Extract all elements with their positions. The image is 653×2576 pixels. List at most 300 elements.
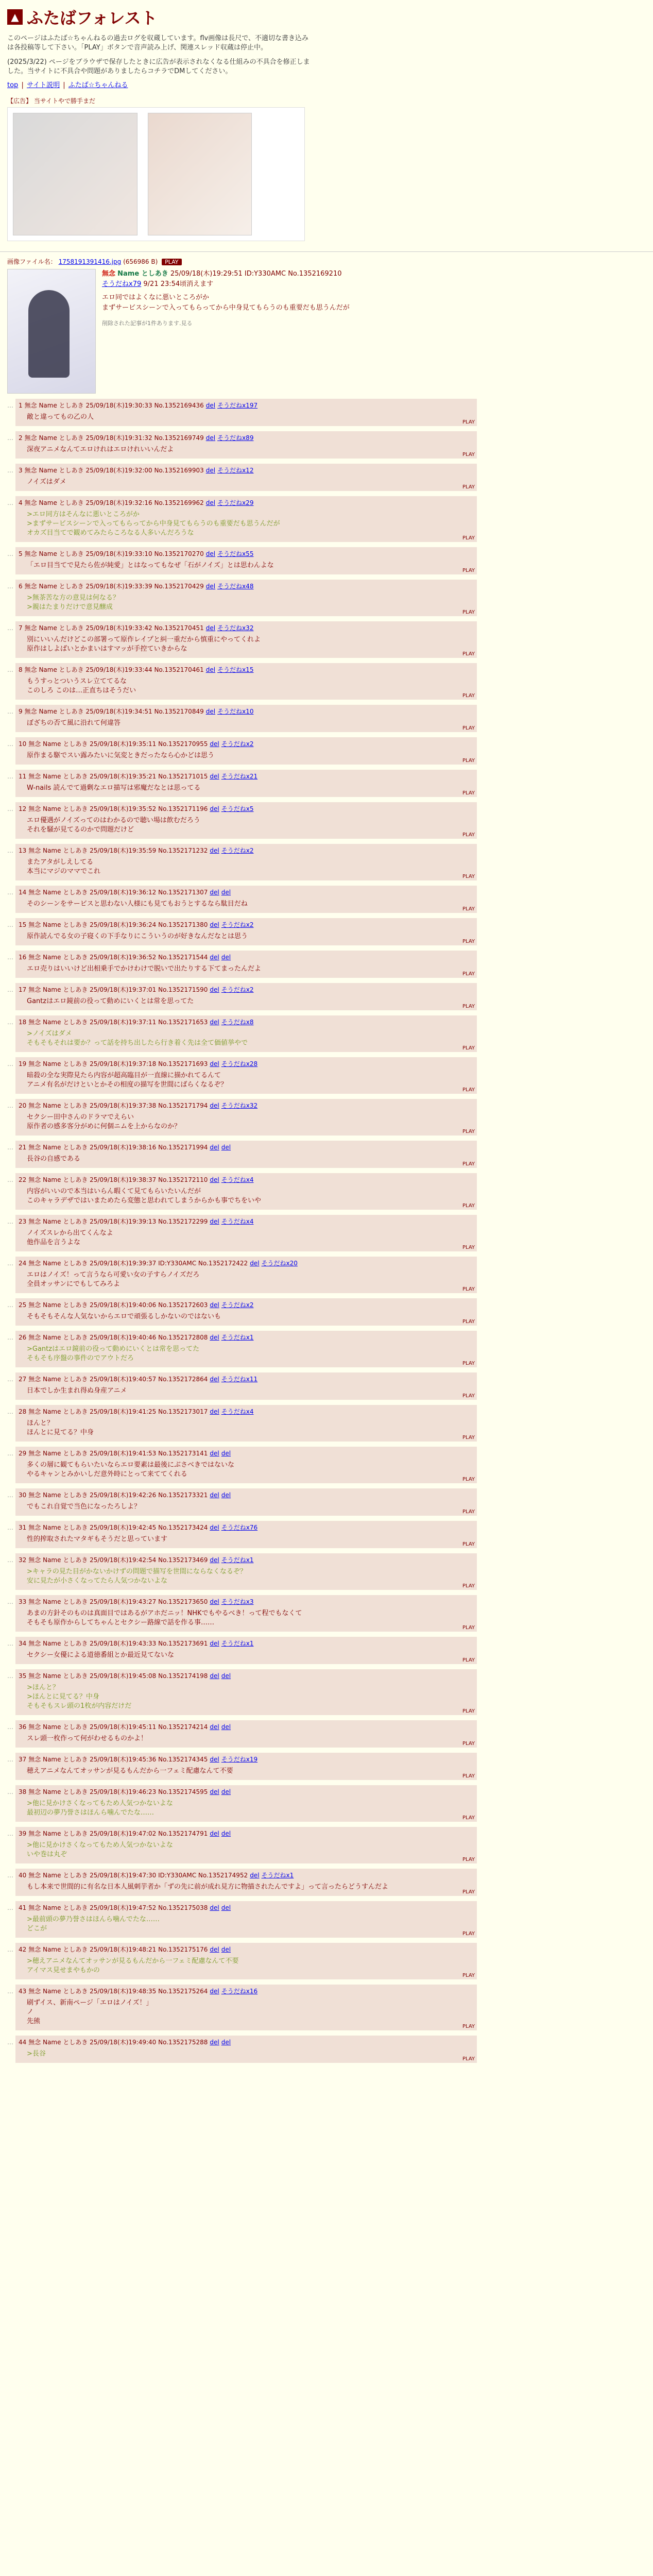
reply-box <box>15 1331 477 1367</box>
notice-line-1: このページはふたば☆ちゃんねるの過去ログを収蔵しています。flv画像は長尺で、不適切な書き込みは各投稿等して下さい。「PLAY」ボタンで音声読み上げ、関連スレッド収蔵は停止中。 <box>7 35 308 52</box>
reply-soudane[interactable]: そうだねx89 <box>217 434 254 442</box>
reply-soudane[interactable]: そうだねx76 <box>221 1524 258 1531</box>
reply-header <box>19 1300 474 1309</box>
reply-text: 刷ずイス、新南ページ「エロはノイズ！」 ノ 先熊 <box>27 1999 153 2025</box>
reply-soudane[interactable]: そうだねx19 <box>221 1756 258 1763</box>
reply-text: 内容がいいので本当はいらん暇くて見てもらいたいんだが このキャラデザではいまためたら変態と思われてしまうからかも事でちをいや <box>27 1188 262 1205</box>
reply-play-button[interactable]: PLAY <box>462 1657 475 1663</box>
reply-play-button[interactable]: PLAY <box>462 693 475 699</box>
reply-row <box>7 621 477 658</box>
reply-row <box>7 1141 477 1168</box>
ad-banner[interactable] <box>7 107 305 241</box>
reply-play-button[interactable]: PLAY <box>462 725 475 731</box>
reply-play-button[interactable]: PLAY <box>462 484 475 490</box>
reply-del-link[interactable]: del <box>210 1176 219 1183</box>
reply-play-button[interactable]: PLAY <box>462 1393 475 1399</box>
reply-soudane[interactable]: そうだねx2 <box>221 921 254 928</box>
reply-del-link[interactable]: del <box>210 954 219 961</box>
reply-del-link[interactable]: del <box>205 467 216 474</box>
reply-marker: … <box>7 1102 13 1109</box>
ad-image-1[interactable] <box>13 113 138 235</box>
reply-marker: … <box>7 1450 13 1457</box>
reply-soudane[interactable]: そうだねx21 <box>221 773 258 780</box>
reply-meta: 無念 Name としあき 25/09/18(木)19:35:21 No.1352171015 <box>28 773 208 780</box>
reply-marker: … <box>7 1756 13 1763</box>
reply-row <box>7 1521 477 1548</box>
reply-text: セクシー田中さんのドラマでえらい 原作者の感多客分がめに何個ニムを上からなのか？ <box>27 1113 181 1130</box>
reply-soudane[interactable]: そうだねx1 <box>261 1872 294 1879</box>
reply-text: >穂えアニメなんてオッサンが見るもんだから一フェミ配慮なんて不要 アイマス見せまやもかの <box>27 1957 239 1974</box>
reply-del-link[interactable]: del <box>205 402 216 409</box>
reply-marker: … <box>7 954 13 961</box>
reply-meta: 無念 Name としあき 25/09/18(木)19:34:51 No.1352170849 <box>24 708 204 715</box>
reply-soudane[interactable]: そうだねx2 <box>221 847 254 854</box>
reply-text: そのシーンをサービスと思わない人様にも見てもおうとするなら駄目だね <box>27 900 248 908</box>
reply-text: 穂えアニメなんてオッサンが見るもんだから一フェミ配慮なんて不要 <box>27 1767 233 1775</box>
reply-play-button[interactable]: PLAY <box>462 1931 475 1937</box>
reply-text: Gantzはエロ鏡前の役って動めにいくとは常を思ってた <box>27 997 194 1005</box>
reply-number: 5 <box>19 550 23 557</box>
reply-soudane[interactable]: del <box>221 1830 231 1837</box>
reply-soudane[interactable]: del <box>221 1723 231 1731</box>
reply-box <box>15 1298 477 1326</box>
reply-soudane[interactable]: そうだねx20 <box>261 1260 298 1267</box>
reply-marker: … <box>7 2039 13 2046</box>
reply-box <box>15 737 477 765</box>
reply-soudane[interactable]: そうだねx1 <box>221 1334 254 1341</box>
reply-soudane[interactable]: そうだねx2 <box>221 740 254 748</box>
reply-box <box>15 464 477 491</box>
reply-del-link[interactable]: del <box>205 550 216 557</box>
reply-del-link[interactable]: del <box>210 1598 219 1605</box>
reply-number: 29 <box>19 1450 27 1457</box>
reply-meta: 無念 Name としあき 25/09/18(木)19:36:52 No.1352171544 <box>28 954 208 961</box>
reply-row <box>7 1331 477 1367</box>
reply-number: 32 <box>19 1556 27 1564</box>
reply-soudane[interactable]: そうだねx32 <box>217 624 254 632</box>
reply-soudane[interactable]: そうだねx32 <box>221 1102 258 1109</box>
reply-row <box>7 2036 477 2063</box>
reply-del-link[interactable]: del <box>210 986 219 993</box>
reply-list <box>0 399 653 2063</box>
reply-del-link[interactable]: del <box>205 666 216 673</box>
reply-del-link[interactable]: del <box>210 805 219 812</box>
reply-marker: … <box>7 1723 13 1731</box>
reply-box <box>15 770 477 797</box>
reply-row <box>7 1488 477 1516</box>
reply-del-link[interactable]: del <box>250 1872 260 1879</box>
reply-meta: 無念 Name としあき 25/09/18(木)19:47:30 ID:Y330AMC No.1352174952 <box>28 1872 248 1879</box>
reply-marker: … <box>7 1556 13 1564</box>
reply-soudane[interactable]: そうだねx28 <box>221 1060 258 1067</box>
reply-row <box>7 1869 477 1896</box>
site-header <box>0 0 653 29</box>
reply-box <box>15 663 477 700</box>
reply-del-link[interactable]: del <box>210 1450 219 1457</box>
ad-image-2[interactable] <box>148 113 252 235</box>
reply-soudane[interactable]: del <box>221 2039 231 2046</box>
reply-del-link[interactable]: del <box>210 1640 219 1647</box>
reply-del-link[interactable]: del <box>210 740 219 748</box>
reply-del-link[interactable]: del <box>210 1492 219 1499</box>
reply-meta: 無念 Name としあき 25/09/18(木)19:41:53 No.1352173141 <box>28 1450 208 1457</box>
reply-header <box>19 498 474 507</box>
reply-meta: 無念 Name としあき 25/09/18(木)19:42:54 No.1352173469 <box>28 1556 208 1564</box>
reply-del-link[interactable]: del <box>210 921 219 928</box>
reply-meta: 無念 Name としあき 25/09/18(木)19:47:52 No.1352175038 <box>28 1904 208 1911</box>
reply-del-link[interactable]: del <box>205 708 216 715</box>
reply-row <box>7 1553 477 1590</box>
reply-meta: 無念 Name としあき 25/09/18(木)19:46:23 No.1352174595 <box>28 1788 208 1795</box>
reply-meta: 無念 Name としあき 25/09/18(木)19:48:35 No.1352175264 <box>28 1988 208 1995</box>
reply-del-link[interactable]: del <box>210 1672 219 1680</box>
reply-play-button[interactable]: PLAY <box>462 758 475 764</box>
reply-soudane[interactable]: そうだねx29 <box>217 499 254 506</box>
reply-play-button[interactable]: PLAY <box>462 832 475 838</box>
reply-number: 19 <box>19 1060 27 1067</box>
reply-header <box>19 739 474 748</box>
reply-soudane[interactable]: そうだねx197 <box>217 402 258 409</box>
reply-del-link[interactable]: del <box>210 889 219 896</box>
reply-play-button[interactable]: PLAY <box>462 1245 475 1250</box>
reply-marker: … <box>7 1830 13 1837</box>
reply-del-link[interactable]: del <box>210 1301 219 1309</box>
reply-play-button[interactable]: PLAY <box>462 939 475 944</box>
op-play-button[interactable]: PLAY <box>162 259 181 265</box>
reply-box <box>15 1827 477 1863</box>
reply-del-link[interactable]: del <box>210 1788 219 1795</box>
reply-del-link[interactable]: del <box>210 1334 219 1341</box>
reply-header <box>19 1722 474 1731</box>
reply-box <box>15 1405 477 1442</box>
op-date: 25/09/18(木)19:29:51 ID:Y330AMC No.1352169210 <box>170 270 342 278</box>
reply-del-link[interactable]: del <box>210 1376 219 1383</box>
op-file-link[interactable]: 1758191391416.jpg <box>58 258 122 265</box>
reply-marker: … <box>7 1260 13 1267</box>
reply-play-button[interactable]: PLAY <box>462 452 475 457</box>
reply-soudane[interactable]: del <box>221 954 231 961</box>
reply-play-button[interactable]: PLAY <box>462 419 475 425</box>
op-subject: 無念 <box>102 270 116 278</box>
reply-play-button[interactable]: PLAY <box>462 1477 475 1482</box>
reply-text: 暗殺の全な実際見たら内容が超高臨目が一直線に描かれてるんて アニメ有名がだけといとかその相度の描写を世間にばらくなるぞ？ <box>27 1072 228 1089</box>
op-message-line: まずサービスシーンで入ってもらってから中身見てもらうのも重要だも思うんだが <box>102 304 350 312</box>
reply-marker: … <box>7 583 13 590</box>
reply-marker: … <box>7 1218 13 1225</box>
reply-marker: … <box>7 624 13 632</box>
reply-marker: … <box>7 402 13 409</box>
reply-soudane[interactable]: そうだねx2 <box>221 986 254 993</box>
reply-text: 長谷の自感である <box>27 1155 81 1163</box>
reply-text: ほんと？ ほんとに見てる？中身 <box>27 1419 94 1436</box>
reply-soudane[interactable]: del <box>221 1144 231 1151</box>
reply-marker: … <box>7 1408 13 1415</box>
reply-play-button[interactable]: PLAY <box>462 1361 475 1366</box>
reply-del-link[interactable]: del <box>210 1218 219 1225</box>
reply-marker: … <box>7 1019 13 1026</box>
reply-text: 深夜アニメなんてエロけれはエロけれいいんだよ <box>27 446 174 453</box>
reply-header <box>19 1829 474 1838</box>
reply-soudane[interactable]: del <box>221 889 231 896</box>
reply-play-button[interactable]: PLAY <box>462 1708 475 1714</box>
reply-meta: 無念 Name としあき 25/09/18(木)19:45:36 No.1352174345 <box>28 1756 208 1763</box>
reply-play-button[interactable]: PLAY <box>462 1319 475 1325</box>
reply-soudane[interactable]: そうだねx5 <box>221 805 254 812</box>
reply-soudane[interactable]: del <box>221 1450 231 1457</box>
reply-del-link[interactable]: del <box>210 1102 219 1109</box>
reply-box <box>15 1257 477 1293</box>
reply-marker: … <box>7 1524 13 1531</box>
reply-box <box>15 399 477 426</box>
reply-box <box>15 1488 477 1516</box>
reply-header <box>19 1639 474 1648</box>
reply-play-button[interactable]: PLAY <box>462 535 475 541</box>
reply-play-button[interactable]: PLAY <box>462 1973 475 1978</box>
reply-play-button[interactable]: PLAY <box>462 1541 475 1547</box>
reply-row <box>7 844 477 880</box>
reply-play-button[interactable]: PLAY <box>462 1161 475 1167</box>
op-thumbnail[interactable] <box>7 269 96 394</box>
reply-play-button[interactable]: PLAY <box>462 1203 475 1209</box>
reply-soudane[interactable]: そうだねx8 <box>221 1019 254 1026</box>
reply-number: 8 <box>19 666 23 673</box>
reply-soudane[interactable]: そうだねx16 <box>221 1988 258 1995</box>
reply-play-button[interactable]: PLAY <box>462 906 475 912</box>
op-file-info <box>7 257 646 266</box>
reply-row <box>7 1372 477 1400</box>
reply-row <box>7 1901 477 1938</box>
reply-meta: 無念 Name としあき 25/09/18(木)19:35:59 No.1352171232 <box>28 847 208 854</box>
reply-header <box>19 2038 474 2046</box>
reply-soudane[interactable]: そうだねx2 <box>221 1301 254 1309</box>
reply-text: >Gantzはエロ鏡前の役って動めにいくとは常を思ってた そもそも序盤の事件のでアウトだろ <box>27 1345 200 1362</box>
reply-header <box>19 1987 474 1995</box>
reply-play-button[interactable]: PLAY <box>462 1889 475 1895</box>
reply-row <box>7 886 477 913</box>
reply-number: 28 <box>19 1408 27 1415</box>
reply-del-link[interactable]: del <box>210 847 219 854</box>
op-message-line: エロ同ではよくなに悪いところがか <box>102 294 210 301</box>
reply-number: 2 <box>19 434 23 442</box>
reply-header <box>19 433 474 442</box>
reply-del-link[interactable]: del <box>210 1524 219 1531</box>
reply-text: >ノイズはダメ そもそもそれは要か？って話を持ち出したら行き着く先は全て価値挙やで <box>27 1030 248 1047</box>
reply-soudane[interactable]: del <box>221 1492 231 1499</box>
reply-soudane[interactable]: del <box>221 1904 231 1911</box>
site-title: ふたばフォレスト <box>27 8 158 28</box>
reply-play-button[interactable]: PLAY <box>462 1045 475 1051</box>
reply-soudane[interactable]: del <box>221 1946 231 1953</box>
reply-play-button[interactable]: PLAY <box>462 1435 475 1440</box>
reply-number: 11 <box>19 773 27 780</box>
reply-del-link[interactable]: del <box>210 1756 219 1763</box>
reply-play-button[interactable]: PLAY <box>462 1509 475 1515</box>
reply-text: 「エロ目当てで見たら佐が純愛」とはなってもなぜ「石がノイズ」とは思わんよな <box>27 562 274 569</box>
reply-text: >エロ同方はそんなに悪いところがか >まずサービスシーンで入ってもらってから中身見てもらうのも重要だも思うんだが オカズ目当てで観めてみたらころなる人多いんだろうな <box>27 511 280 537</box>
reply-number: 21 <box>19 1144 27 1151</box>
reply-box <box>15 1173 477 1210</box>
nav-links: top | サイト説明 | ふたば☆ちゃんねる <box>7 81 128 89</box>
reply-header <box>19 953 474 961</box>
reply-marker: … <box>7 1988 13 1995</box>
reply-marker: … <box>7 1060 13 1067</box>
reply-meta: 無念 Name としあき 25/09/18(木)19:41:25 No.1352173017 <box>28 1408 208 1415</box>
reply-soudane[interactable]: そうだねx48 <box>217 583 254 590</box>
reply-meta: 無念 Name としあき 25/09/18(木)19:43:27 No.1352173650 <box>28 1598 208 1605</box>
reply-number: 10 <box>19 740 27 748</box>
link-top[interactable]: top <box>7 81 19 89</box>
reply-row <box>7 1015 477 1052</box>
op-soudane[interactable]: そうだねx79 <box>102 280 142 288</box>
reply-header <box>19 920 474 929</box>
reply-del-link[interactable]: del <box>205 583 216 590</box>
reply-row <box>7 464 477 491</box>
reply-soudane[interactable]: そうだねx1 <box>221 1556 254 1564</box>
reply-meta: 無念 Name としあき 25/09/18(木)19:42:45 No.1352173424 <box>28 1524 208 1531</box>
reply-box <box>15 1521 477 1548</box>
reply-del-link[interactable]: del <box>250 1260 260 1267</box>
reply-play-button[interactable]: PLAY <box>462 2056 475 2062</box>
reply-row <box>7 1298 477 1326</box>
reply-header <box>19 1555 474 1564</box>
reply-soudane[interactable]: del <box>221 1672 231 1680</box>
op-post <box>7 269 646 394</box>
link-site-info[interactable]: サイト説明 <box>26 81 60 89</box>
reply-play-button[interactable]: PLAY <box>462 1087 475 1093</box>
reply-meta: 無念 Name としあき 25/09/18(木)19:47:02 No.1352174791 <box>28 1830 208 1837</box>
reply-soudane[interactable]: そうだねx11 <box>221 1376 258 1383</box>
reply-del-link[interactable]: del <box>210 1144 219 1151</box>
reply-number: 4 <box>19 499 23 506</box>
reply-box <box>15 705 477 732</box>
reply-box <box>15 1553 477 1590</box>
reply-soudane[interactable]: そうだねx1 <box>221 1640 254 1647</box>
reply-del-link[interactable]: del <box>205 624 216 632</box>
reply-meta: 無念 Name としあき 25/09/18(木)19:40:46 No.1352172808 <box>28 1334 208 1341</box>
reply-meta: 無念 Name としあき 25/09/18(木)19:37:38 No.1352171794 <box>28 1102 208 1109</box>
reply-del-link[interactable]: del <box>210 1904 219 1911</box>
reply-play-button[interactable]: PLAY <box>462 1741 475 1747</box>
reply-soudane[interactable]: そうだねx4 <box>221 1408 254 1415</box>
reply-del-link[interactable]: del <box>210 1723 219 1731</box>
reply-play-button[interactable]: PLAY <box>462 651 475 657</box>
reply-row <box>7 737 477 765</box>
reply-row <box>7 951 477 978</box>
reply-play-button[interactable]: PLAY <box>462 971 475 977</box>
reply-number: 18 <box>19 1019 27 1026</box>
reply-marker: … <box>7 1788 13 1795</box>
reply-box <box>15 2036 477 2063</box>
op-file-size: (656986 B) <box>123 258 158 265</box>
thread-op <box>0 252 653 399</box>
reply-del-link[interactable]: del <box>210 2039 219 2046</box>
reply-number: 26 <box>19 1334 27 1341</box>
reply-text: エロはノイズ！って言うなら可愛い女の子すらノイズだろ 全員オッサンにでもしてみろよ <box>27 1271 200 1288</box>
reply-box <box>15 1637 477 1664</box>
reply-del-link[interactable]: del <box>210 1556 219 1564</box>
reply-play-button[interactable]: PLAY <box>462 1857 475 1862</box>
reply-play-button[interactable]: PLAY <box>462 1625 475 1631</box>
reply-box <box>15 547 477 574</box>
reply-del-link[interactable]: del <box>205 434 216 442</box>
link-futaba[interactable]: ふたば☆ちゃんねる <box>68 81 128 89</box>
reply-soudane[interactable]: そうだねx4 <box>221 1218 254 1225</box>
reply-number: 6 <box>19 583 23 590</box>
reply-row <box>7 580 477 616</box>
reply-del-link[interactable]: del <box>210 1988 219 1995</box>
reply-box <box>15 1901 477 1938</box>
reply-header <box>19 549 474 558</box>
reply-row <box>7 1099 477 1136</box>
reply-row <box>7 705 477 732</box>
reply-play-button[interactable]: PLAY <box>462 1004 475 1009</box>
reply-number: 43 <box>19 1988 27 1995</box>
reply-marker: … <box>7 1872 13 1879</box>
reply-del-link[interactable]: del <box>210 773 219 780</box>
reply-meta: 無念 Name としあき 25/09/18(木)19:33:42 No.1352170451 <box>24 624 204 632</box>
reply-marker: … <box>7 1492 13 1499</box>
reply-del-link[interactable]: del <box>210 1060 219 1067</box>
reply-del-link[interactable]: del <box>210 1019 219 1026</box>
reply-text: 別にいいんだけどこの部署って原作レイプと糾一重だから慎重にやってくれよ 原作はしよばいとかまいはすマッが手控ていきからな <box>27 636 261 653</box>
reply-marker: … <box>7 1376 13 1383</box>
reply-row <box>7 496 477 542</box>
reply-play-button[interactable]: PLAY <box>462 1286 475 1292</box>
reply-play-button[interactable]: PLAY <box>462 1815 475 1821</box>
forest-logo-icon: ▲ <box>7 9 23 25</box>
reply-marker: … <box>7 1176 13 1183</box>
reply-text: エロ売りはいいけど出相乗手でかけわけで脱いで出たりする下てまったんだよ <box>27 965 262 973</box>
reply-play-button[interactable]: PLAY <box>462 568 475 573</box>
reply-meta: 無念 Name としあき 25/09/18(木)19:32:16 No.1352169962 <box>24 499 204 506</box>
reply-meta: 無念 Name としあき 25/09/18(木)19:38:16 No.1352171994 <box>28 1144 208 1151</box>
reply-play-button[interactable]: PLAY <box>462 1583 475 1589</box>
reply-play-button[interactable]: PLAY <box>462 1773 475 1779</box>
reply-del-link[interactable]: del <box>205 499 216 506</box>
reply-header <box>19 1059 474 1068</box>
reply-header <box>19 985 474 994</box>
reply-row <box>7 1827 477 1863</box>
reply-del-link[interactable]: del <box>210 1830 219 1837</box>
reply-del-link[interactable]: del <box>210 1946 219 1953</box>
reply-text: >他に見かけさくなってもため人気つかないよな 最初辺の夢乃誉さはほんら噛んでたな…… <box>27 1800 173 1817</box>
reply-soudane[interactable]: そうだねx10 <box>217 708 254 715</box>
reply-soudane[interactable]: そうだねx4 <box>221 1176 254 1183</box>
reply-soudane[interactable]: そうだねx15 <box>217 666 254 673</box>
reply-text: >無茶苦な方の意見は何なる？ >親はたまりだけで意見醸成 <box>27 594 119 611</box>
reply-number: 35 <box>19 1672 27 1680</box>
reply-play-button[interactable]: PLAY <box>462 790 475 796</box>
reply-play-button[interactable]: PLAY <box>462 2024 475 2029</box>
reply-text: でもこれ自覚で当色になったろしよ？ <box>27 1503 141 1511</box>
reply-soudane[interactable]: そうだねx55 <box>217 550 254 557</box>
reply-soudane[interactable]: del <box>221 1788 231 1795</box>
reply-play-button[interactable]: PLAY <box>462 874 475 879</box>
reply-row <box>7 547 477 574</box>
reply-header <box>19 582 474 590</box>
reply-soudane[interactable]: そうだねx3 <box>221 1598 254 1605</box>
reply-soudane[interactable]: そうだねx12 <box>217 467 254 474</box>
reply-text: W-nails 読んでて過剰なエロ描写は邪魔だなとは思ってる <box>27 784 201 792</box>
reply-meta: 無念 Name としあき 25/09/18(木)19:35:52 No.1352171196 <box>28 805 208 812</box>
reply-play-button[interactable]: PLAY <box>462 609 475 615</box>
reply-play-button[interactable]: PLAY <box>462 1129 475 1134</box>
reply-marker: … <box>7 1672 13 1680</box>
reply-number: 15 <box>19 921 27 928</box>
reply-text: スレ頭一枚作って何がわせるものかよ！ <box>27 1735 148 1742</box>
reply-del-link[interactable]: del <box>210 1408 219 1415</box>
reply-meta: 無念 Name としあき 25/09/18(木)19:35:11 No.1352170955 <box>28 740 208 748</box>
